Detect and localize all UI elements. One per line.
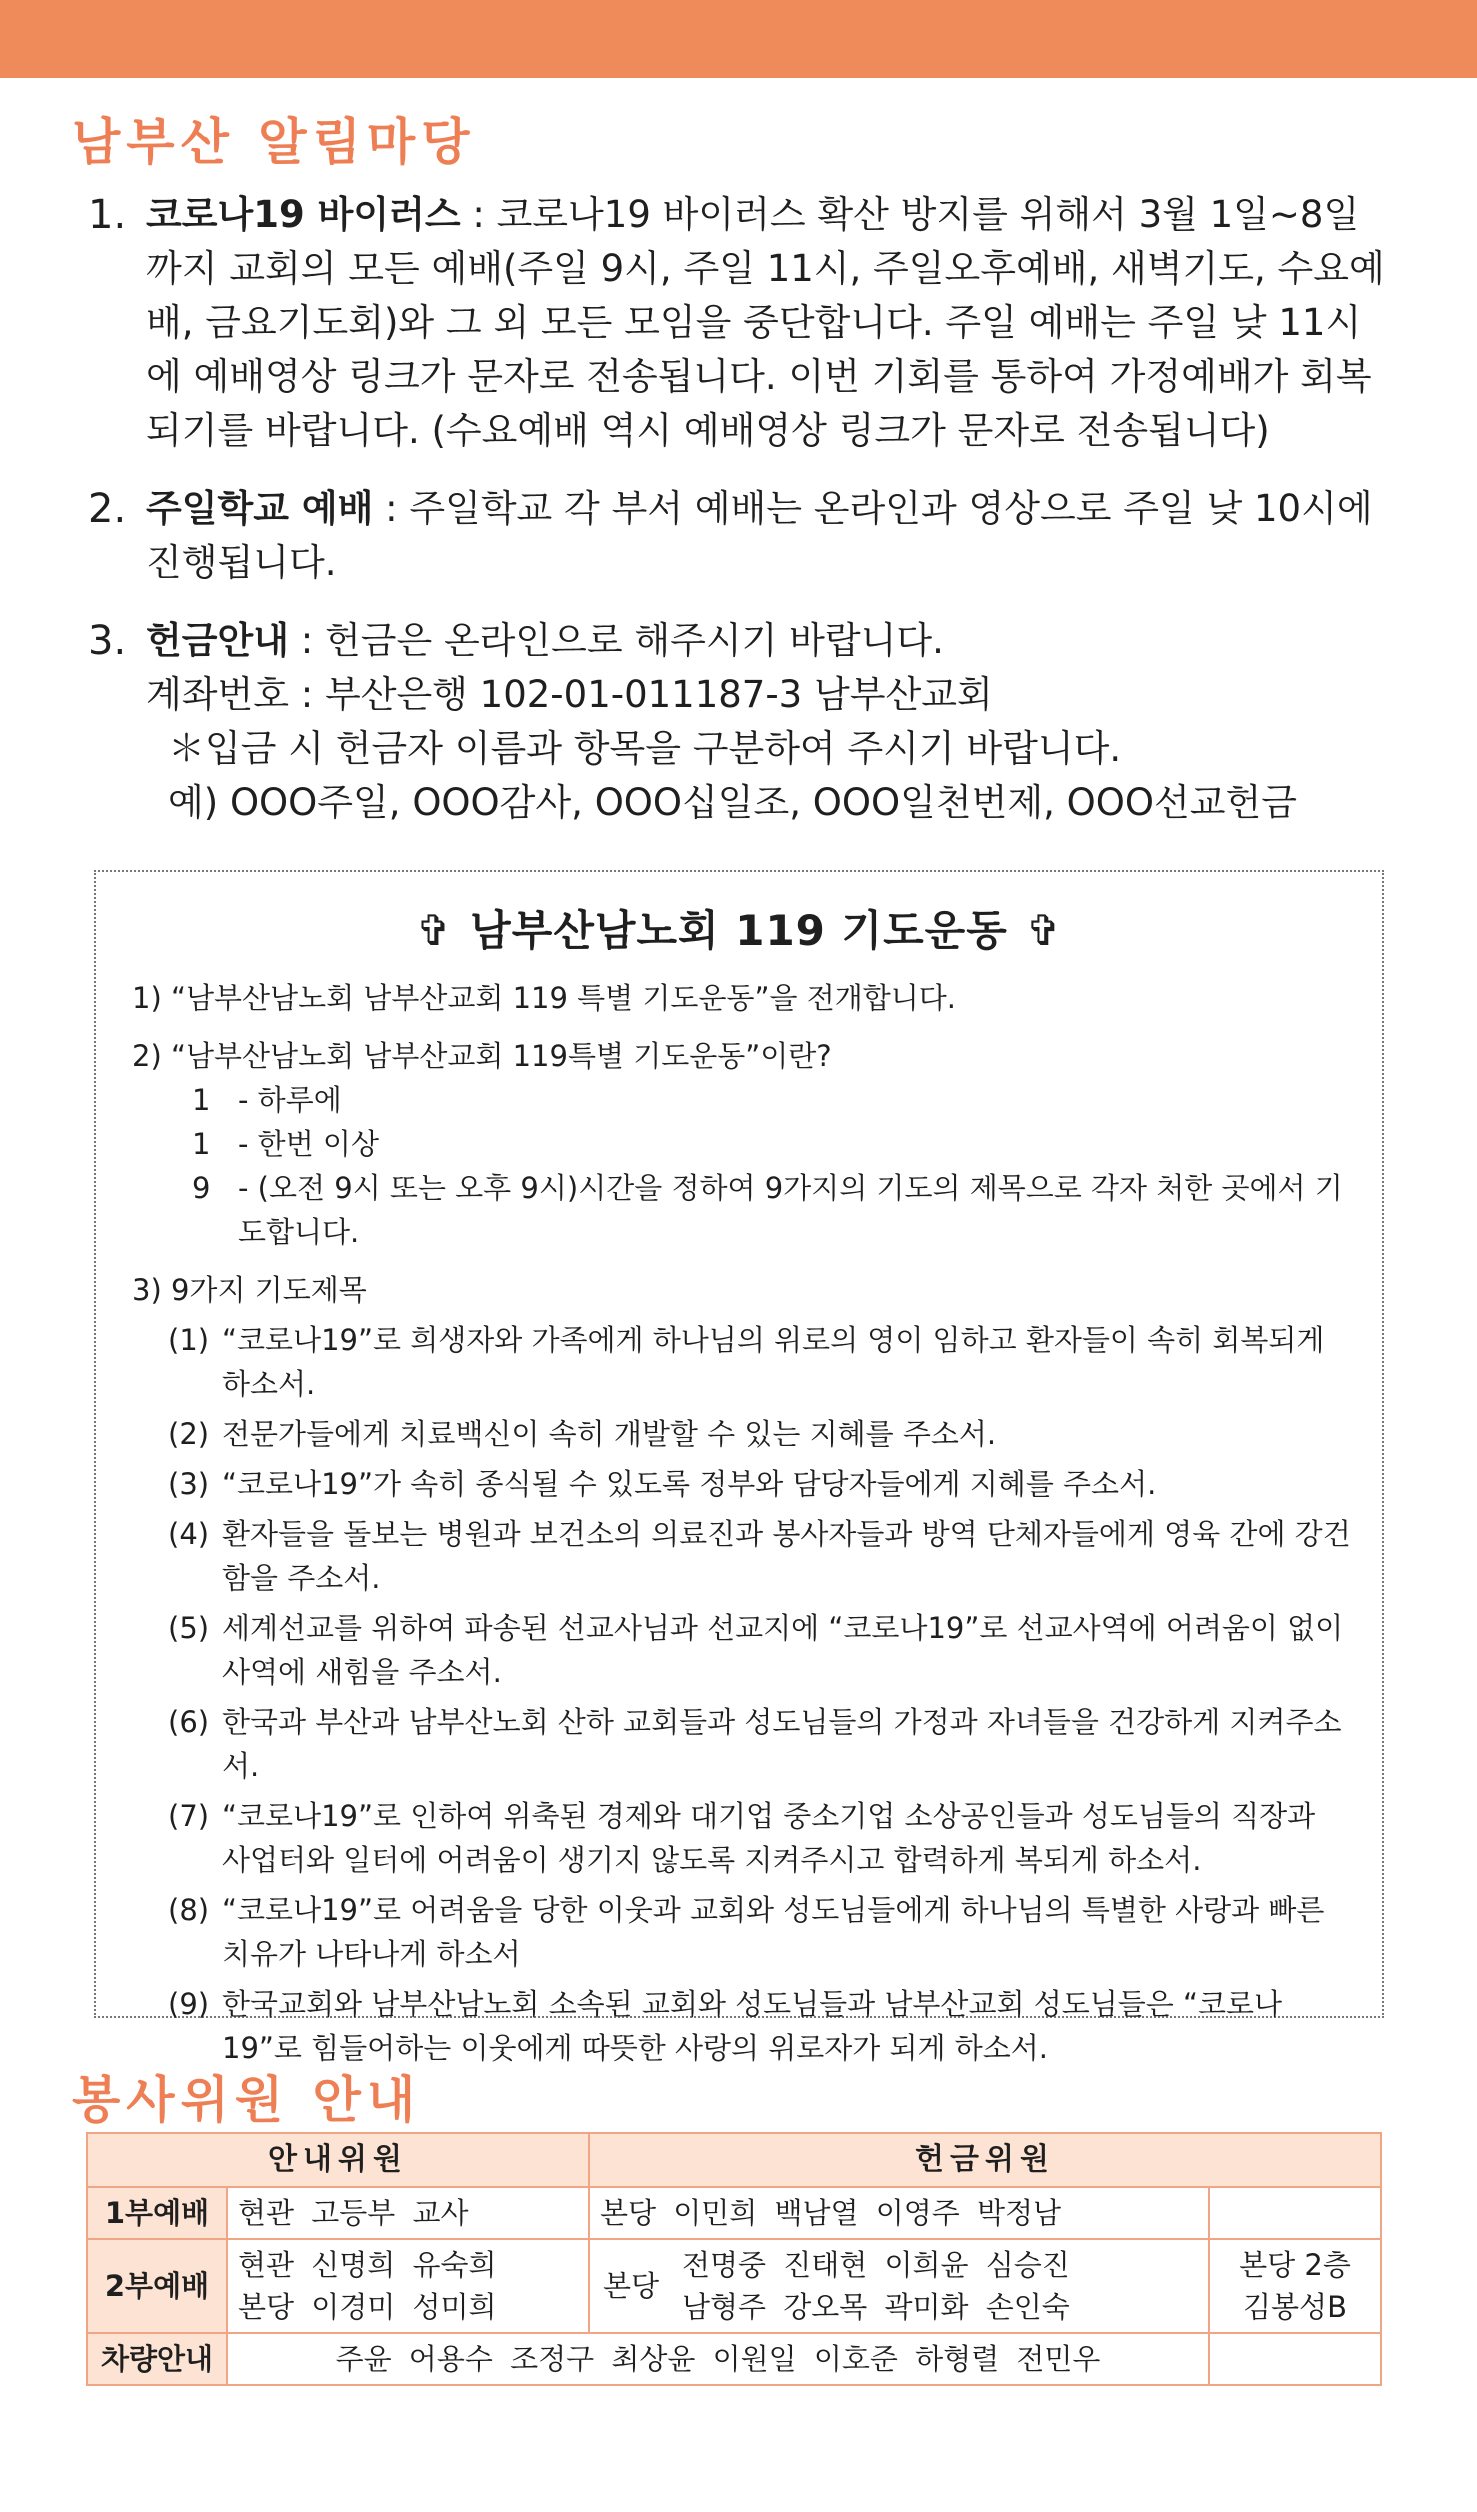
table-row	[87, 2187, 1381, 2239]
prayer-section-3-heading: 3) 9가지 기도제목	[132, 1273, 367, 1307]
notice-heading: 헌금안내	[146, 619, 289, 662]
prayer-topic: (1) “코로나19”로 희생자와 가족에게 하나님의 위로의 영이 임하고 환자들이 속히 회복되게 하소서.	[168, 1323, 1325, 1401]
offering-place: 본당	[589, 2239, 672, 2333]
notice-text: : 주일학교 각 부서 예배는 온라인과 영상으로 주일 낮 10시에 진행됩니다.	[146, 487, 1373, 584]
header-guide: 안내위원	[87, 2133, 589, 2187]
prayer-rule-line: 1 - 하루에	[192, 1083, 342, 1117]
extra-cell	[1209, 2333, 1381, 2385]
guide-cell: 현관 고등부 교사	[227, 2187, 589, 2239]
row-label: 차량안내	[87, 2333, 227, 2385]
notice-text: : 헌금은 온라인으로 해주시기 바랍니다.	[288, 619, 944, 662]
prayer-rule-line: 9 - (오전 9시 또는 오후 9시)시간을 정하여 9가지의 기도의 제목으로 각자 처한 곳에서 기도합니다.	[192, 1171, 1343, 1249]
cross-icon: ✞	[415, 906, 453, 955]
notice-heading: 코로나19 바이러스	[146, 193, 461, 236]
prayer-topic: (7) “코로나19”로 인하여 위축된 경제와 대기업 중소기업 소상공인들과 성도님들의 직장과 사업터와 일터에 어려움이 생기지 않도록 지켜주시고 합력하게 복되게 하소서.	[168, 1799, 1316, 1877]
notice-text: : 코로나19 바이러스 확산 방지를 위해서 3월 1일~8일 까지 교회의 모든 예배(주일 9시, 주일 11시, 주일오후예배, 새벽기도, 수요예배, 금요기도회)와 그 외 모든 모임을 중단합니다. 주일 예배는 주일 낮 11시에 예배영상 링크가 문자로 전송됩니다. 이번 기회를 통하여 가정예배가 회복되기를 바랍니다. (수요예배 역시 예배영상 링크가 문자로 전송됩니다)	[146, 193, 1385, 452]
offering-cell: 전명중 진태현 이희윤 심승진 남형주 강오목 곽미화 손인숙	[672, 2239, 1209, 2333]
offering-cell: 본당 이민희 백남열 이영주 박정남	[589, 2187, 1209, 2239]
table-row	[87, 2333, 1381, 2385]
prayer-topic: (6) 한국과 부산과 남부산노회 산하 교회들과 성도님들의 가정과 자녀들을 건강하게 지켜주소서.	[168, 1705, 1342, 1783]
table-header-row	[87, 2133, 1381, 2187]
cross-icon: ✞	[1025, 906, 1063, 955]
guide-cell: 현관 신명희 유숙희 본당 이경미 성미희	[227, 2239, 589, 2333]
prayer-topic: (4) 환자들을 돌보는 병원과 보건소의 의료진과 봉사자들과 방역 단체자들에게 영육 간에 강건함을 주소서.	[168, 1517, 1351, 1595]
prayer-topic: (2) 전문가들에게 치료백신이 속히 개발할 수 있는 지혜를 주소서.	[168, 1417, 997, 1451]
prayer-topic: (9) 한국교회와 남부산남노회 소속된 교회와 성도님들과 남부산교회 성도님들은 “코로나19”로 힘들어하는 이웃에게 따뜻한 사랑의 위로자가 되게 하소서.	[168, 1987, 1283, 2065]
row-label: 1부예배	[87, 2187, 227, 2239]
notice-number: 3.	[88, 618, 127, 664]
notice-list	[88, 188, 1388, 830]
notice-item-2	[88, 482, 1388, 590]
offering-note: ＊입금 시 헌금자 이름과 항목을 구분하여 주시기 바랍니다.	[168, 727, 1122, 770]
row-label: 2부예배	[87, 2239, 227, 2333]
header-offering: 헌금위원	[589, 2133, 1381, 2187]
offering-example: 예) OOO주일, OOO감사, OOO십일조, OOO일천번제, OOO선교헌금	[168, 781, 1298, 824]
prayer-section-1: 1) “남부산남노회 남부산교회 119 특별 기도운동”을 전개합니다.	[132, 981, 957, 1015]
notice-item-3	[88, 614, 1388, 830]
prayer-title	[96, 898, 1382, 958]
prayer-campaign-box	[94, 870, 1384, 2065]
volunteers-table	[86, 2132, 1382, 2386]
prayer-topic: (5) 세계선교를 위하여 파송된 선교사님과 선교지에 “코로나19”로 선교사역에 어려움이 없이 사역에 새힘을 주소서.	[168, 1611, 1344, 1689]
prayer-section-2-heading: 2) “남부산남노회 남부산교회 119특별 기도운동”이란?	[132, 1039, 832, 1073]
notice-heading: 주일학교 예배	[146, 487, 374, 530]
prayer-rule-line: 1 - 한번 이상	[192, 1127, 379, 1161]
table-row	[87, 2239, 1381, 2333]
notice-number: 1.	[88, 192, 127, 238]
extra-cell: 본당 2층 김봉성B	[1209, 2239, 1381, 2333]
notice-number: 2.	[88, 486, 127, 532]
prayer-topic: (8) “코로나19”로 어려움을 당한 이웃과 교회와 성도님들에게 하나님의 특별한 사랑과 빠른 치유가 나타나게 하소서	[168, 1893, 1325, 1971]
top-color-band	[0, 0, 1477, 78]
notice-item-1	[88, 188, 1388, 458]
notice-section-title: 남부산 알림마당	[72, 113, 476, 171]
vehicle-cell: 주윤 어용수 조정구 최상윤 이원일 이호준 하형렬 전민우	[227, 2333, 1209, 2385]
extra-cell	[1209, 2187, 1381, 2239]
prayer-title-text: 남부산남노회 119 기도운동	[470, 906, 1008, 955]
volunteers-section-title: 봉사위원 안내	[72, 2071, 422, 2129]
account-number: 계좌번호 : 부산은행 102-01-011187-3 남부산교회	[146, 673, 993, 716]
prayer-topic: (3) “코로나19”가 속히 종식될 수 있도록 정부와 담당자들에게 지혜를 주소서.	[168, 1467, 1157, 1501]
